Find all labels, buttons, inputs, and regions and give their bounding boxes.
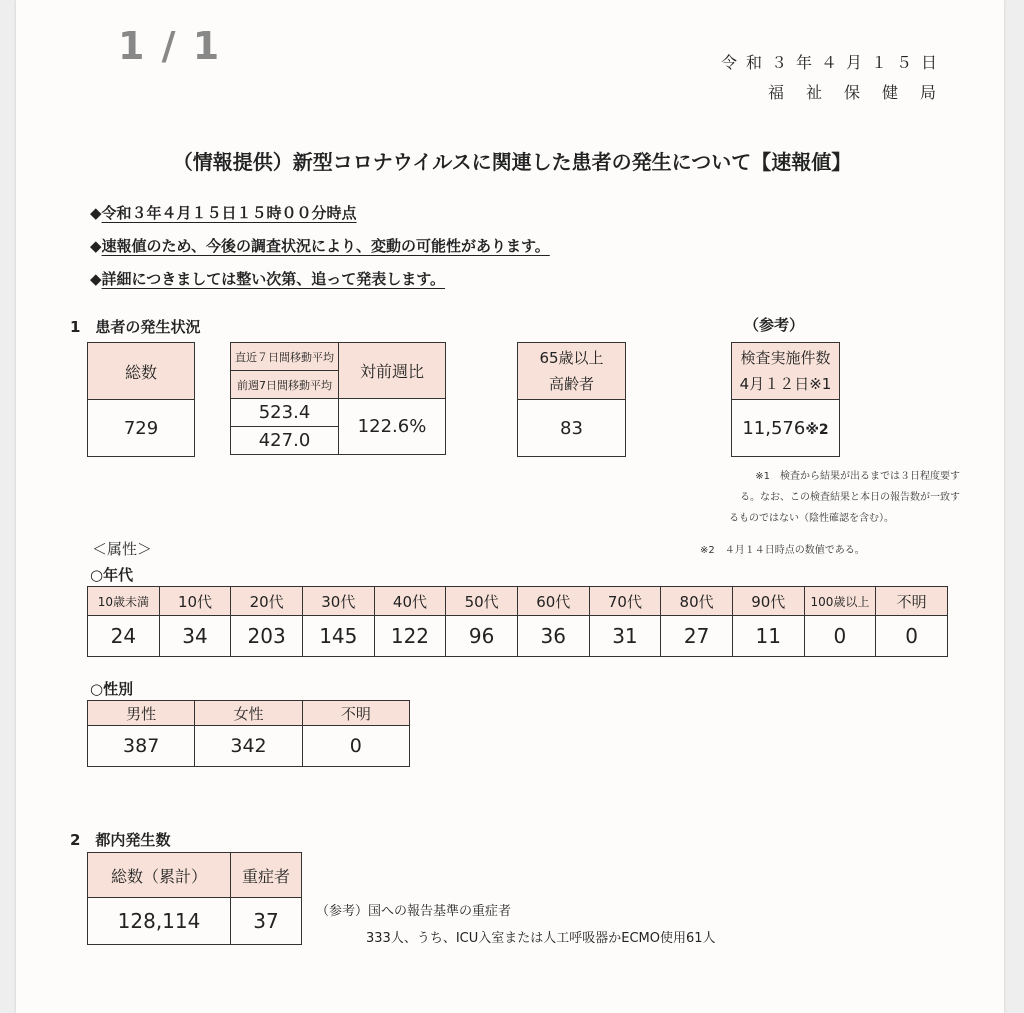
avg-recent-label: 直近７日間移動平均 — [231, 343, 339, 371]
tests-value: 11,576※2 — [732, 400, 840, 457]
value-cell: 0 — [302, 726, 409, 767]
header-cell: 40代 — [374, 587, 446, 616]
section2-heading: 2 都内発生数 — [70, 831, 171, 849]
ratio-label: 対前週比 — [339, 343, 446, 399]
value-cell: 31 — [589, 616, 661, 657]
elderly-label: 65歳以上 高齢者 — [518, 343, 626, 400]
elderly-table — [517, 342, 626, 457]
value-cell: 342 — [195, 726, 302, 767]
value-cell: 36 — [517, 616, 589, 657]
ratio-value: 122.6% — [339, 399, 446, 455]
header-cell: 60代 — [517, 587, 589, 616]
value-cell: 0 — [804, 616, 876, 657]
value-cell: 96 — [446, 616, 518, 657]
sex-heading: ○性別 — [90, 680, 134, 698]
bullet-1: ◆令和３年４月１５日１５時００分時点 — [90, 204, 357, 222]
total-value: 729 — [88, 400, 195, 457]
moving-average-table — [230, 342, 446, 455]
header-cell: 10歳未満 — [88, 587, 160, 616]
header-cell: 70代 — [589, 587, 661, 616]
value-cell: 34 — [159, 616, 231, 657]
value-cell: 122 — [374, 616, 446, 657]
issue-date: 令和３年４月１５日 — [720, 53, 946, 72]
header-cell: 不明 — [302, 701, 409, 726]
severe-label: 重症者 — [231, 853, 302, 898]
header-cell: 90代 — [732, 587, 804, 616]
document-header — [720, 48, 958, 108]
header-cell: 20代 — [231, 587, 303, 616]
avg-recent-value: 523.4 — [231, 399, 339, 427]
header-cell: 80代 — [661, 587, 733, 616]
header-cell: 女性 — [195, 701, 302, 726]
section1-heading: 1 患者の発生状況 — [70, 318, 201, 336]
header-cell: 10代 — [159, 587, 231, 616]
value-cell: 11 — [732, 616, 804, 657]
value-cell: 145 — [302, 616, 374, 657]
reference-line-1: （参考）国への報告基準の重症者 — [316, 904, 512, 919]
value-cell: 24 — [88, 616, 160, 657]
cumulative-value: 128,114 — [88, 898, 231, 945]
attributes-heading: ＜属性＞ — [92, 540, 153, 558]
elderly-value: 83 — [518, 400, 626, 457]
value-cell: 0 — [876, 616, 948, 657]
value-cell: 27 — [661, 616, 733, 657]
header-cell: 50代 — [446, 587, 518, 616]
page-title: （情報提供）新型コロナウイルスに関連した患者の発生について【速報値】 — [172, 150, 852, 174]
page-indicator: 1 / 1 — [118, 24, 222, 68]
header-cell: 30代 — [302, 587, 374, 616]
value-cell: 203 — [231, 616, 303, 657]
severe-value: 37 — [231, 898, 302, 945]
total-table — [87, 342, 195, 457]
note-2: ※2 ４月１４日時点の数値である。 — [700, 545, 865, 556]
header-cell: 不明 — [876, 587, 948, 616]
cumulative-label: 総数（累計） — [88, 853, 231, 898]
tests-table — [731, 342, 840, 457]
avg-prev-label: 前週7日間移動平均 — [231, 371, 339, 399]
sex-table — [87, 700, 410, 767]
age-table — [87, 586, 948, 657]
bullet-3: ◆詳細につきましては整い次第、追って発表します。 — [90, 270, 446, 288]
total-label: 総数 — [88, 343, 195, 400]
reference-line-2: 333人、うち、ICU入室または人工呼吸器かECMO使用61人 — [366, 931, 716, 946]
value-cell: 387 — [88, 726, 195, 767]
cumulative-table — [87, 852, 302, 945]
header-cell: 100歳以上 — [804, 587, 876, 616]
tests-label: 検査実施件数 4月１２日※1 — [732, 343, 840, 400]
age-heading: ○年代 — [90, 566, 134, 584]
department: 福祉保健局 — [767, 83, 958, 102]
avg-prev-value: 427.0 — [231, 427, 339, 455]
header-cell: 男性 — [88, 701, 195, 726]
bullet-2: ◆速報値のため、今後の調査状況により、変動の可能性があります。 — [90, 237, 550, 255]
note-1: ※1 検査から結果が出るまでは３日程度要す る。なお、この検査結果と本日の報告数が一致す るものではない（陰性確認を含む）。 — [729, 471, 960, 524]
reference-heading: （参考） — [744, 316, 805, 334]
